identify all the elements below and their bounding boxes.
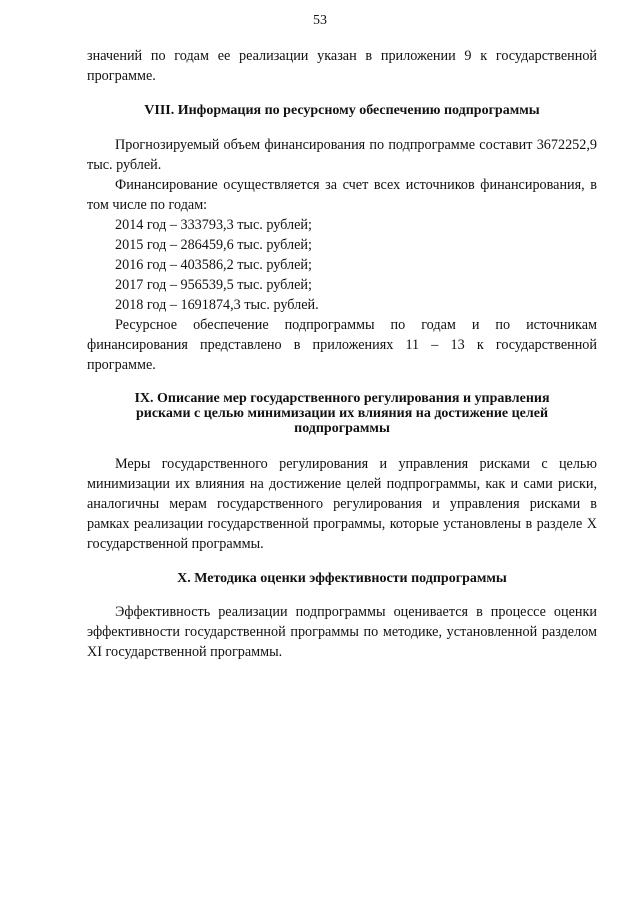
section-10-paragraph-1: Эффективность реализации подпрограммы оценивается в процессе оценки эффективности государственной программы по методике, установленной разделом XI государственной программы. xyxy=(87,604,597,660)
section-8-paragraph-1: Прогнозируемый объем финансирования по подпрограмме составит 3672252,9 тыс. рублей. xyxy=(87,137,597,173)
page-content xyxy=(87,46,597,662)
section-9-paragraph-1: Меры государственного регулирования и управления рисками с целью минимизации их влияния на достижение целей подпрограммы, как и сами риски, аналогичны мерам государственного регулирования и управления рисками в рамках реализации государственной программы, которые установлены в разделе X государственной программы. xyxy=(87,456,597,552)
section-9-heading xyxy=(87,391,597,436)
section-8-paragraph-2: Финансирование осуществляется за счет всех источников финансирования, в том числе по годам: xyxy=(87,177,597,213)
section-9-heading-line-3: подпрограммы xyxy=(294,421,390,436)
section-8-paragraph-3: Ресурсное обеспечение подпрограммы по годам и по источникам финансирования представлено в приложениях 11 – 13 к государственной программе. xyxy=(87,317,597,373)
funding-by-year-list xyxy=(87,215,597,315)
section-8-heading: VIII. Информация по ресурсному обеспечению подпрограммы xyxy=(144,103,540,118)
section-10-heading: X. Методика оценки эффективности подпрограммы xyxy=(177,571,507,586)
section-8-body xyxy=(87,135,597,375)
funding-year-2017: 2017 год – 956539,5 тыс. рублей; xyxy=(115,277,312,293)
funding-year-2018: 2018 год – 1691874,3 тыс. рублей. xyxy=(115,297,319,313)
funding-year-2016: 2016 год – 403586,2 тыс. рублей; xyxy=(115,257,312,273)
funding-year-2014: 2014 год – 333793,3 тыс. рублей; xyxy=(115,217,312,233)
page-number: 53 xyxy=(313,13,327,28)
section-9-heading-line-2: рисками с целью минимизации их влияния на достижение целей xyxy=(135,406,549,421)
funding-year-2015: 2015 год – 286459,6 тыс. рублей; xyxy=(115,237,312,253)
intro-paragraph: значений по годам ее реализации указан в приложении 9 к государственной программе. xyxy=(87,48,597,84)
section-9-heading-line-1: IX. Описание мер государственного регулирования и управления xyxy=(134,391,550,406)
